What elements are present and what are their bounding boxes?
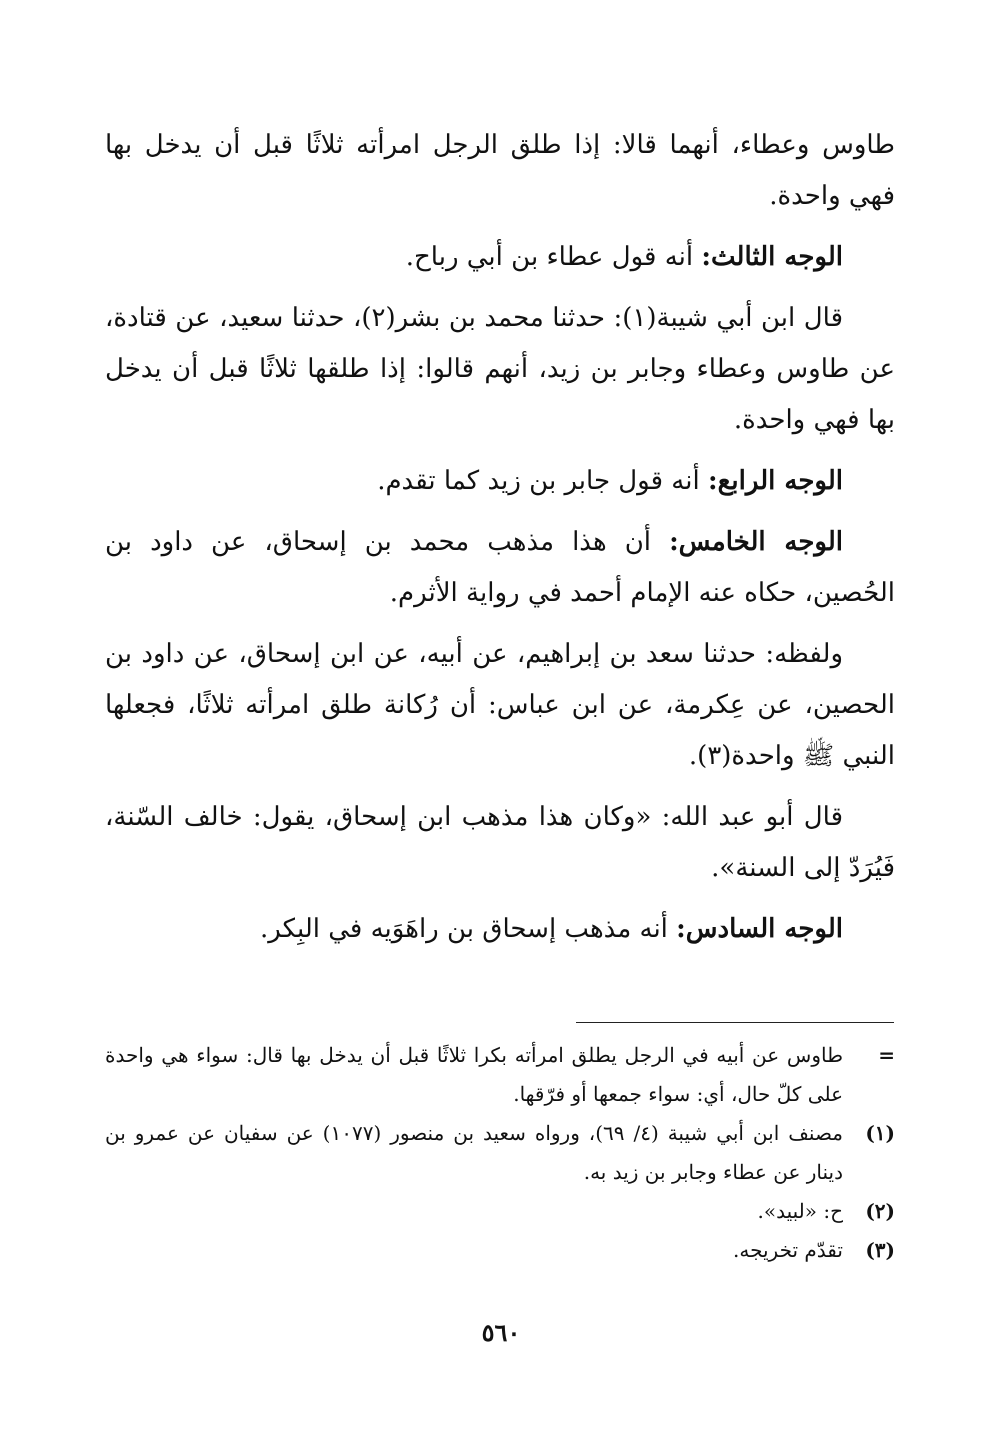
section-heading-fifth-aspect: الوجه الخامس: xyxy=(669,527,844,557)
section-heading-sixth-aspect: الوجه السادس: xyxy=(676,914,843,944)
footnote-text: تقدّم تخريجه. xyxy=(733,1238,843,1262)
footnote-1 xyxy=(105,1114,895,1192)
section-heading-fourth-aspect: الوجه الرابع: xyxy=(707,466,843,496)
footnote-marker: (١) xyxy=(865,1121,895,1145)
footnote-separator xyxy=(576,1022,894,1023)
paragraph-6: ولفظه: حدثنا سعد بن إبراهيم، عن أبيه، عن ابن إسحاق، عن داود بن الحصين، عن عِكرمة، عن ابن عباس: أن رُكانة طلق امرأته ثلاثًا، فجعلها النبي ﷺ واحدة(٣). xyxy=(105,639,895,771)
paragraph-3: قال ابن أبي شيبة(١): حدثنا محمد بن بشر(٢)، حدثنا سعيد، عن قتادة، عن طاوس وعطاء وجابر بن زيد، أنهم قالوا: إذا طلقها ثلاثًا قبل أن يدخل بها فهي واحدة. xyxy=(105,303,895,435)
paragraph-8 xyxy=(105,904,895,955)
footnote-2 xyxy=(105,1192,895,1231)
paragraph-4 xyxy=(105,456,895,507)
footnotes xyxy=(105,1036,895,1270)
paragraph-2-text: أنه قول عطاء بن أبي رباح. xyxy=(405,242,702,272)
footnote-continued xyxy=(105,1036,895,1114)
paragraph-8-text: أنه مذهب إسحاق بن راهَوَيه في البِكر. xyxy=(260,914,677,944)
footnote-text: طاوس عن أبيه في الرجل يطلق امرأته بكرا ثلاثًا قبل أن يدخل بها قال: سواء هي واحدة على كلّ حال، أي: سواء جمعها أو فرّقها. xyxy=(105,1043,843,1106)
paragraph-1: طاوس وعطاء، أنهما قالا: إذا طلق الرجل امرأته ثلاثًا قبل أن يدخل بها فهي واحدة. xyxy=(105,130,895,211)
footnote-marker: (٢) xyxy=(865,1199,895,1223)
paragraph-7: قال أبو عبد الله: «وكان هذا مذهب ابن إسحاق، يقول: خالف السّنة، فَيُرَدّ إلى السنة». xyxy=(105,802,895,883)
footnote-3 xyxy=(105,1231,895,1270)
paragraph-5 xyxy=(105,517,895,619)
footnote-text: ح: «لبيد». xyxy=(757,1199,843,1223)
paragraph-4-text: أنه قول جابر بن زيد كما تقدم. xyxy=(377,466,708,496)
main-text xyxy=(105,120,895,965)
footnote-marker: = xyxy=(878,1043,895,1067)
footnote-marker: (٣) xyxy=(865,1238,895,1262)
footnote-text: مصنف ابن أبي شيبة (٤/ ٦٩)، ورواه سعيد بن منصور (١٠٧٧) عن سفيان عن عمرو بن دينار عن عطاء وجابر بن زيد به. xyxy=(105,1121,844,1184)
page-number: ٥٦٠ xyxy=(481,1318,521,1347)
paragraph-2 xyxy=(105,232,895,283)
paragraph-5-text: أن هذا مذهب محمد بن إسحاق، عن داود بن الحُصين، حكاه عنه الإمام أحمد في رواية الأثرم. xyxy=(105,527,895,608)
section-heading-third-aspect: الوجه الثالث: xyxy=(701,242,843,272)
